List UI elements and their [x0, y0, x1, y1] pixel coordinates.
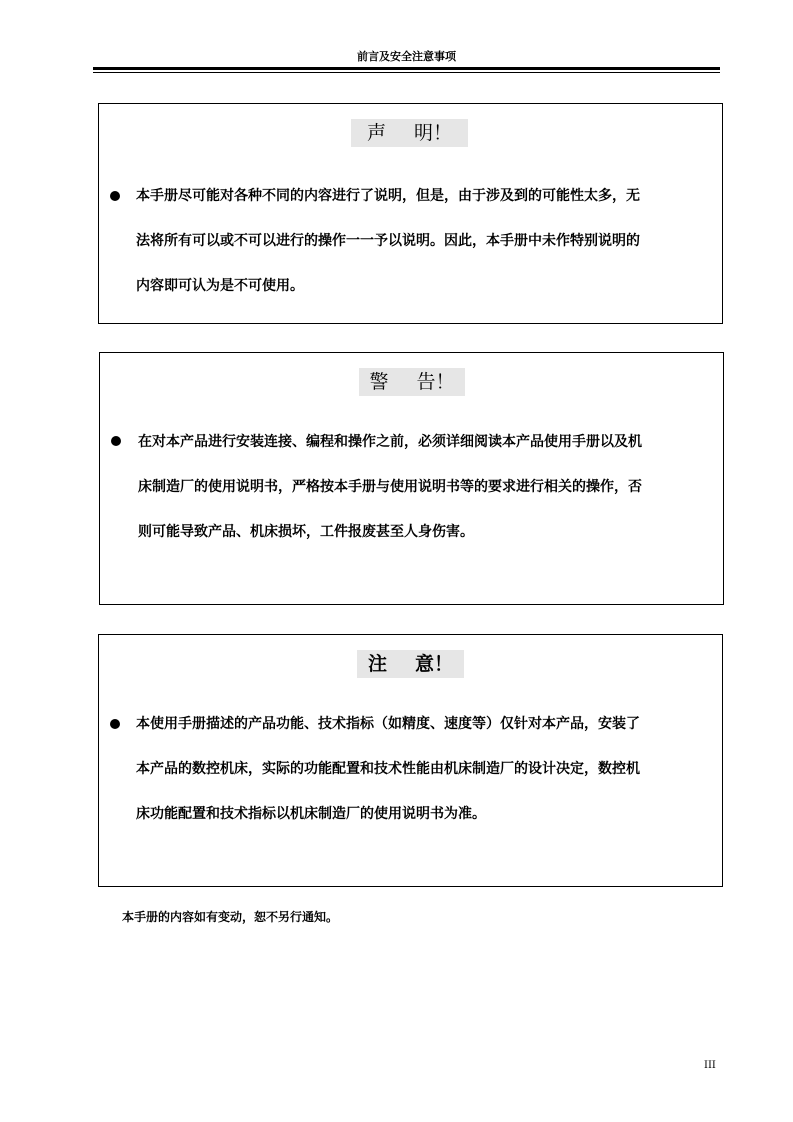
notice-line-3: 床功能配置和技术指标以机床制造厂的使用说明书为准。 — [136, 806, 486, 822]
warning-bullet — [111, 436, 121, 446]
warning-title-char-2: 告！ — [416, 371, 455, 393]
warning-box — [99, 352, 724, 605]
warning-title-char-1: 警 — [369, 371, 389, 393]
warning-title — [359, 368, 465, 396]
warning-line-2: 床制造厂的使用说明书，严格按本手册与使用说明书等的要求进行相关的操作，否 — [138, 479, 642, 495]
notice-title — [357, 650, 464, 678]
statement-box — [98, 103, 723, 324]
statement-line-2: 法将所有可以或不可以进行的操作一一予以说明。因此，本手册中未作特别说明的 — [136, 233, 640, 249]
warning-line-1: 在对本产品进行安装连接、编程和操作之前，必须详细阅读本产品使用手册以及机 — [138, 434, 642, 450]
notice-box — [98, 634, 723, 887]
statement-title-char-1: 声 — [366, 122, 386, 144]
statement-title-char-2: 明！ — [414, 122, 453, 144]
header-rule-thick — [93, 67, 720, 70]
notice-line-2: 本产品的数控机床，实际的功能配置和技术性能由机床制造厂的设计决定，数控机 — [136, 761, 640, 777]
statement-line-1: 本手册尽可能对各种不同的内容进行了说明，但是，由于涉及到的可能性太多，无 — [136, 188, 640, 204]
statement-bullet — [110, 191, 120, 201]
notice-line-1: 本使用手册描述的产品功能、技术指标（如精度、速度等）仅针对本产品，安装了 — [136, 716, 640, 732]
page-number: III — [704, 1060, 716, 1071]
warning-line-3: 则可能导致产品、机床损坏，工件报废甚至人身伤害。 — [138, 524, 474, 540]
notice-title-char-2: 意！ — [415, 653, 454, 675]
header-title: 前言及安全注意事项 — [357, 50, 456, 63]
notice-bullet — [110, 719, 120, 729]
notice-title-char-1: 注 — [367, 653, 387, 675]
footnote: 本手册的内容如有变动，恕不另行通知。 — [122, 910, 339, 924]
header-rule-thin — [93, 72, 720, 73]
statement-line-3: 内容即可认为是不可使用。 — [136, 278, 304, 294]
statement-title — [351, 119, 468, 147]
